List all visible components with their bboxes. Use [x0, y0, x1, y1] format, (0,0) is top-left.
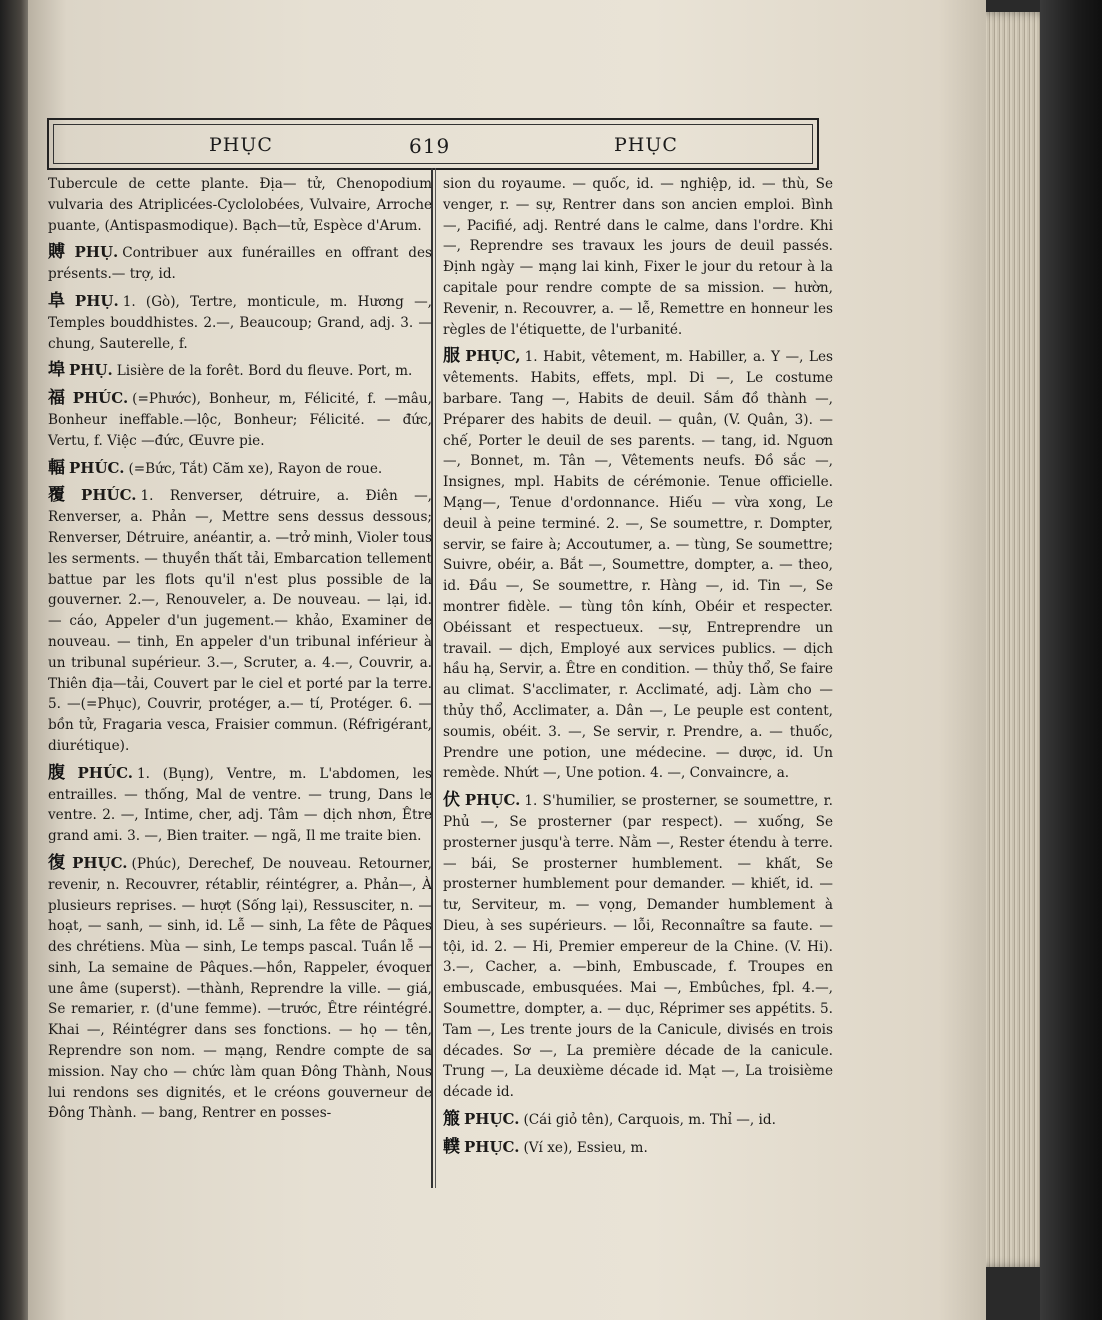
- headword: PHỤC.: [72, 853, 128, 872]
- header-right-word: PHỤC: [614, 134, 678, 156]
- han-character: 輻: [48, 457, 65, 478]
- entry-text: (Phúc), Derechef, De nouveau. Retourner, revenir, n. Recouvrer, rétablir, réintégrer, a. Phản—, À plusieurs reprises. — hượt (Sống lại), Ressusciter, n. — hoạt, — sanh, — sinh, id. Lễ — sinh, La fête de Pâques des chrétiens. Mùa — sinh, Le temps pascal. Tuần lễ — sinh, La semaine de Pâques.—hồn, Rappeler, évoquer une âme (superst). —thành, Reprendre la ville. — giá, Se remarier, r. (d'une femme). —trước, Être réintégré. Khai —, Réintégrer dans ses fonctions. — họ — tên, Reprendre son nom. — mạng, Rendre compte de sa mission. Nay cho — chức làm quan Đông Thành, Nous lui rendons ses dignités, et le créons gouverneur de Đông Thành. — bang, Rentrer en posses-: [48, 855, 432, 1122]
- han-character: 服: [443, 346, 462, 367]
- han-character: 福: [48, 388, 69, 409]
- headword: PHỤ.: [69, 361, 113, 380]
- headword: PHỤ.: [74, 291, 119, 310]
- entry-text: 1. Habit, vêtement, m. Habiller, a. Y —, Les vêtements. Habits, effets, mpl. Di —, Le costume barbare. Tang —, Habits de deuil. Sắm đồ thành —, Préparer des habits de deuil. — quân, (V. Quân, 3). —chế, Porter le deuil de ses parents. — tang, id. Nguơn —, Bonnet, m. Tân —, Vêtements neufs. Đồ sắc —, Insignes, mpl. Habits de cérémonie. Tenue officielle. Mạng—, Tenue d'ordonnance. Hiếu — vừa xong, Le deuil à peine terminé. 2. —, Se soumettre, r. Dompter, servir, se faire à; Accoutumer, a. — tùng, Se soumettre; Suivre, obéir, a. Bắt —, Soumettre, dompter, a. — theo, id. Đầu —, Se soumettre, r. Hàng —, id. Tin —, Se montrer fidèle. — tùng tôn kính, Obéir et respecter. Obéissant et respectueux. —sự, Entreprendre un travail. — dịch, Employé aux services publics. — dịch hầu hạ, Servir, a. Être en condition. — thủy thổ, Se faire au climat. S'acclimater, r. Acclimaté, adj. Làm cho — thủy thổ, Acclimater, a. Dân —, Le peuple est content, soumis, obéit. 3. —, Se servir, r. Prendre, a. — thuốc, Prendre une potion, une médecine. — dược, id. Un remède. Nhứt —, Une potion. 4. —, Convaincre, a.: [443, 349, 834, 782]
- page-number: 619: [409, 134, 451, 158]
- entry-text: Contribuer aux funérailles en offrant des présents.— trợ, id.: [48, 245, 433, 283]
- headword: PHỤC.: [464, 791, 521, 810]
- han-character: 埠: [48, 360, 65, 381]
- entry-text: (=Bức, Tắt) Căm xe), Rayon de roue.: [128, 460, 383, 477]
- right-column: [443, 174, 833, 1165]
- page-header: [47, 118, 819, 170]
- entry: [48, 388, 432, 451]
- entry-continuation: [443, 174, 833, 340]
- left-column: [48, 174, 432, 1130]
- entry: [48, 458, 432, 480]
- headword: PHÚC.: [77, 763, 133, 782]
- column-divider-inner: [435, 168, 436, 1188]
- han-character: 轐: [443, 1136, 460, 1157]
- headword: PHỤC.: [464, 1137, 520, 1156]
- han-character: 賻: [48, 242, 71, 263]
- entry: [48, 360, 432, 382]
- header-left-word: PHỤC: [209, 134, 273, 156]
- entry: [48, 485, 432, 756]
- entry: [443, 790, 833, 1103]
- han-character: 復: [48, 852, 69, 873]
- entry-text: 1. (Gò), Tertre, monticule, m. Hương —, Temples bouddhistes. 2.—, Beaucoup; Grand, adj. 3. — chung, Sauterelle, f.: [48, 293, 432, 352]
- han-character: 阜: [48, 290, 71, 311]
- headword: PHÚC.: [81, 486, 137, 505]
- entry: [443, 1109, 833, 1131]
- entry-continuation: [48, 174, 432, 236]
- entry-text: sion du royaume. — quốc, id. — nghiệp, id. — thù, Se venger, r. — sự, Rentrer dans son ancien emploi. Bình —, Pacifié, adj. Rentré dans le calme, dans l'ordre. Khi —, Reprendre ses travaux les jours de deuil passés. Định ngày — mạng lai kinh, Fixer le jour du retour à la capitale pour rendre compte de sa mission. — hườn, Revenir, n. Recouvrer, a. — lễ, Remettre en honneur les règles de l'étiquette, de l'urbanité.: [443, 176, 833, 338]
- entry: [48, 763, 432, 847]
- entry-text: Lisière de la forêt. Bord du fleuve. Port, m.: [116, 363, 413, 380]
- han-character: 覆: [48, 485, 78, 506]
- han-character: 伏: [443, 790, 461, 811]
- entry-text: 1. S'humilier, se prosterner, se soumettre, r. Phủ —, Se prosterner (par respect). — xuống, Se prosterner jusqu'à terre. Nằm —, Rester étendu à terre. — bái, Se prosterner humblement. — khất, Se prosterner humblement pour demander. — khiết, id. — tư, Serviteur, m. — vọng, Demander humblement à Dieu, à ses supérieurs. — lỗi, Reconnaître sa faute. — tội, id. 2. — Hi, Premier empereur de la Chine. (V. Hi). 3.—, Cacher, a. —binh, Embuscade, f. Troupes en embuscade, embusquées. Mai —, Embûches, fpl. 4.—, Soumettre, dompter, a. — dục, Réprimer ses appétits. 5. Tam —, Les trente jours de la Canicule, divisés en trois décades. Sơ —, La première décade de la canicule. Trung —, La deuxième décade id. Mạt —, La troisième décade id.: [443, 793, 833, 1101]
- entry-text: 1. Renverser, détruire, a. Điên —, Renverser, a. Phản —, Mettre sens dessus dessous; Renverser, Détruire, anéantir, a. —trở minh, Violer tous les serments. — thuyền thất tải, Embarcation tellement battue par les flots qu'il n'est plus possible de la gouverner. 2.—, Renouveler, a. De nouveau. — lại, id. — cáo, Appeler d'un jugement.— khảo, Examiner de nouveau. — tinh, En appeler d'un tribunal inférieur à un tribunal supérieur. 3.—, Scruter, a. 4.—, Couvrir, a. Thiên địa—tải, Couvert par le ciel et porté par la terre. 5. —(=Phục), Couvrir, protéger, a.— tí, Protéger. 6. —bồn tử, Fragaria vesca, Fraisier commun. (Réfrigérant, diurétique).: [48, 488, 433, 754]
- entry: [48, 853, 432, 1124]
- book-cover: [1040, 0, 1102, 1320]
- headword: PHỤ.: [74, 243, 119, 262]
- han-character: 腹: [48, 762, 74, 783]
- han-character: 箙: [443, 1109, 460, 1130]
- entry-text: (=Phước), Bonheur, m, Félicité, f. —mâu, Bonheur ineffable.—lộc, Bonheur; Félicité. — đức, Vertu, f. Việc —đức, Œuvre pie.: [48, 391, 432, 449]
- headword: PHÚC.: [72, 389, 129, 408]
- entry-text: Tubercule de cette plante. Địa— tử, Chenopodium vulvaria des Atriplicées-Cyclolobées, Vulvaire, Arroche puante, (Antispasmodique). Bạch—tử, Espèce d'Arum.: [48, 176, 432, 234]
- entry: [443, 1137, 833, 1159]
- left-page-edge: [0, 0, 30, 1320]
- entry-text: (Ví xe), Essieu, m.: [523, 1139, 648, 1156]
- headword: PHỤC.: [464, 1110, 520, 1129]
- entry-text: (Cái giỏ tên), Carquois, m. Thỉ —, id.: [523, 1112, 776, 1129]
- headword: PHÚC.: [69, 458, 125, 477]
- entry: [48, 242, 432, 285]
- entry: [48, 291, 432, 354]
- entry: [443, 346, 833, 784]
- entry-text: 1. (Bụng), Ventre, m. L'abdomen, les entrailles. — thống, Mal de ventre. — trung, Dans le ventre. 2. —, Intime, cher, adj. Tâm — dịch nhơn, Être grand ami. 3. —, Bien traiter. — ngã, Il me traite bien.: [48, 765, 433, 845]
- headword: PHỤC,: [465, 347, 521, 366]
